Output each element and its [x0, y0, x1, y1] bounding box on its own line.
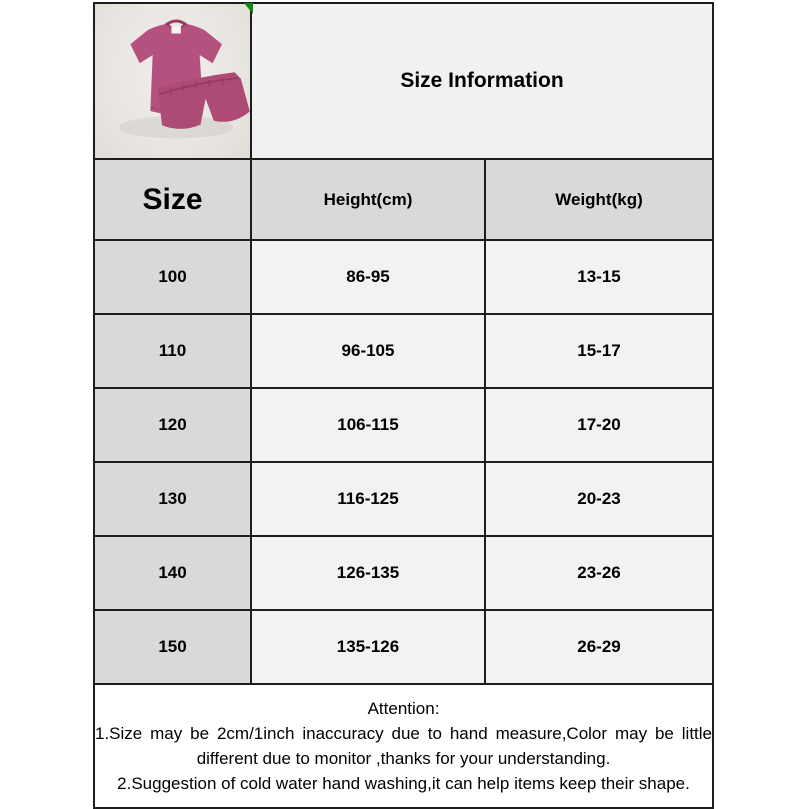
attention-note: [94, 684, 713, 808]
size-cell: 140: [94, 536, 251, 610]
tshirt-shorts-illustration: [95, 4, 250, 158]
product-photo: [95, 4, 250, 158]
table-row: [94, 388, 713, 462]
table-row: [94, 610, 713, 684]
attention-line: 2.Suggestion of cold water hand washing,it can help items keep their shape.: [117, 774, 690, 793]
attention-line: 1.Size may be 2cm/1inch inaccuracy due to hand measure,Color may be little: [95, 724, 713, 743]
height-cell: 135-126: [251, 610, 485, 684]
weight-cell: 23-26: [485, 536, 713, 610]
height-cell: 106-115: [251, 388, 485, 462]
column-header-size: Size: [94, 159, 251, 240]
top-row: [94, 3, 713, 159]
size-cell: 120: [94, 388, 251, 462]
collar-tag: [171, 26, 180, 33]
size-information-title: Size Information: [400, 69, 564, 92]
table-row: [94, 240, 713, 314]
height-cell: 96-105: [251, 314, 485, 388]
height-cell: 116-125: [251, 462, 485, 536]
green-corner-marker-icon: [244, 3, 253, 14]
size-cell: 110: [94, 314, 251, 388]
height-cell: 86-95: [251, 240, 485, 314]
attention-row: [94, 684, 713, 808]
weight-cell: 17-20: [485, 388, 713, 462]
weight-cell: 13-15: [485, 240, 713, 314]
table-header-row: [94, 159, 713, 240]
product-photo-cell: [94, 3, 251, 159]
size-cell: 130: [94, 462, 251, 536]
weight-cell: 15-17: [485, 314, 713, 388]
column-header-weight: Weight(kg): [485, 159, 713, 240]
size-cell: 100: [94, 240, 251, 314]
size-cell: 150: [94, 610, 251, 684]
weight-cell: 26-29: [485, 610, 713, 684]
attention-line: different due to monitor ,thanks for your understanding.: [196, 749, 611, 768]
height-cell: 126-135: [251, 536, 485, 610]
attention-title: Attention:: [367, 699, 440, 718]
size-information-title-cell: [251, 3, 713, 159]
table-row: [94, 536, 713, 610]
weight-cell: 20-23: [485, 462, 713, 536]
table-row: [94, 462, 713, 536]
size-table: [93, 2, 714, 809]
table-row: [94, 314, 713, 388]
column-header-height: Height(cm): [251, 159, 485, 240]
